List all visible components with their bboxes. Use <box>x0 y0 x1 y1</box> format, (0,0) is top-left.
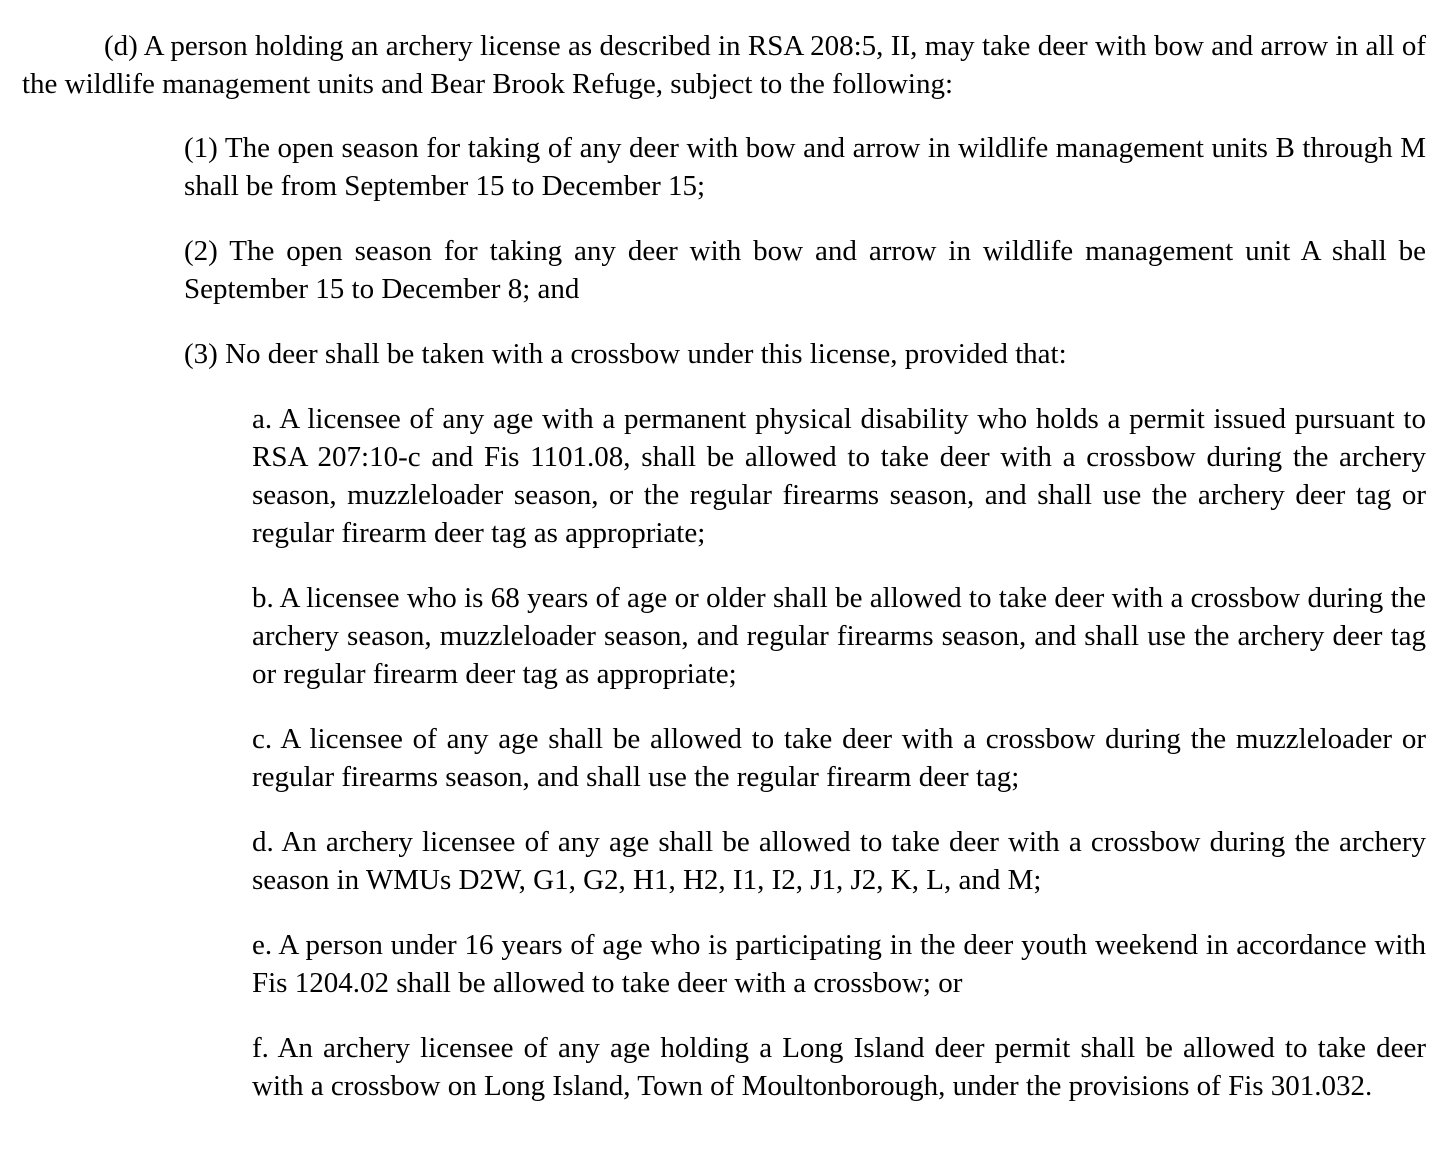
item-3: (3) No deer shall be taken with a crossbow under this license, provided that: <box>184 338 1067 370</box>
subitem-f: f. An archery licensee of any age holding a Long Island deer permit shall be allowed to take deer with a crossbow on Long Island, Town of Moultonborough, under the provisions of Fis 301.032. <box>252 1032 1426 1102</box>
item-2: (2) The open season for taking any deer with bow and arrow in wildlife management unit A shall be September 15 to December 8; and <box>184 235 1426 305</box>
subitem-b: b. A licensee who is 68 years of age or older shall be allowed to take deer with a crossbow during the archery season, muzzleloader season, and regular firearms season, and shall use the archery deer tag or regular firearm deer tag as appropriate; <box>252 582 1426 690</box>
subitem-d: d. An archery licensee of any age shall be allowed to take deer with a crossbow during the archery season in WMUs D2W, G1, G2, H1, H2, I1, I2, J1, J2, K, L, and M; <box>252 826 1426 896</box>
subitem-c: c. A licensee of any age shall be allowed to take deer with a crossbow during the muzzleloader or regular firearms season, and shall use the regular firearm deer tag; <box>252 723 1426 793</box>
item-1: (1) The open season for taking of any deer with bow and arrow in wildlife management units B through M shall be from September 15 to December 15; <box>184 132 1426 202</box>
subitem-a: a. A licensee of any age with a permanent physical disability who holds a permit issued pursuant to RSA 207:10-c and Fis 1101.08, shall be allowed to take deer with a crossbow during the archery season, muzzleloader season, or the regular firearms season, and shall use the archery deer tag or regular firearm deer tag as appropriate; <box>252 403 1426 549</box>
paragraph-d: (d) A person holding an archery license as described in RSA 208:5, II, may take deer with bow and arrow in all of the wildlife management units and Bear Brook Refuge, subject to the following: <box>22 30 1426 100</box>
subitem-e: e. A person under 16 years of age who is participating in the deer youth weekend in accordance with Fis 1204.02 shall be allowed to take deer with a crossbow; or <box>252 929 1426 999</box>
